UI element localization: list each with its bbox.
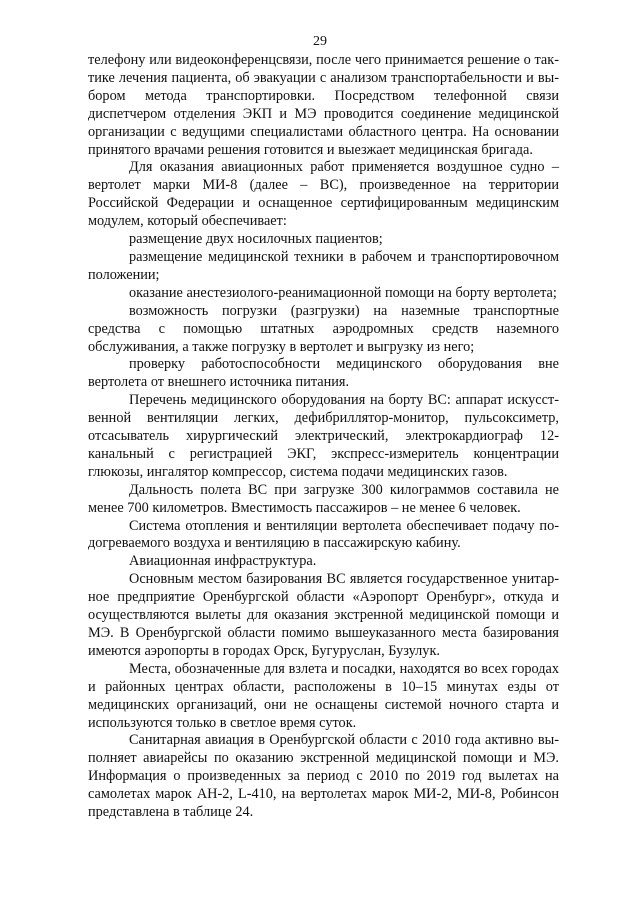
list-item-resuscitation: оказание анестезиолого-реанимационной помощи на борту вертолета;: [129, 284, 557, 301]
paragraph-onboard-equipment: Перечень медицинского оборудования на борту ВС: аппарат искусственной вентиляции легких, дефибриллятор-монитор, пульсоксиметр, отсасыватель хирургический электрический, электрокардиограф 12-канальный с регистрацией ЭКГ, экспресс-измеритель концентрации глюкозы, ингалятор компрессор, система подачи медицинских газов.: [88, 392, 559, 480]
paragraph-flight-range: Дальность полета ВС при загрузке 300 килограммов составила не менее 700 километров. Вместимость пассажиров – не менее 6 человек.: [88, 481, 559, 516]
paragraph-aircraft-mi8: Для оказания авиационных работ применяется воздушное судно – вертолет марки МИ-8 (далее – ВС), произведенное на территории Российской Федерации и оснащенное сертифицированным медицинским модулем, который обеспечивает:: [88, 159, 559, 230]
paragraph-base-airport: Основным местом базирования ВС является государственное унитарное предприятие Оренбургской области «Аэропорт Оренбург», откуда и осуществляются вылеты для оказания экстренной медицинской помощи и МЭ. В Оренбургской области помимо вышеуказанного места базирования имеются аэропорты в городах Орск, Бугуруслан, Бузулук.: [88, 571, 559, 659]
paragraph-heating-ventilation: Система отопления и вентиляции вертолета обеспечивает подачу подогреваемого воздуха и вентиляцию в пассажирскую кабину.: [88, 517, 559, 552]
paragraph-continuation-telemedicine: телефону или видеоконференцсвязи, после чего принимается решение о тактике лечения пациента, об эвакуации с анализом транспортабельности и выбором метода транспортировки. Посредством телефонной связи диспетчером отделения ЭКП и МЭ проводится соединение медицинской организации с ведущими специалистами областного центра. На основании принятого врачами решения готовится и выезжает медицинская бригада.: [88, 52, 559, 158]
paragraph-sanitary-aviation: Санитарная авиация в Оренбургской области с 2010 года активно выполняет авиарейсы по оказанию экстренной медицинской помощи и МЭ. Информация о произведенных за период с 2010 по 2019 год вылетах на самолетах марок АН-2, L-410, на вертолетах марок МИ-2, МИ-8, Робинсон представлена в таблице 24.: [88, 732, 559, 821]
list-item-stretcher-patients: размещение двух носилочных пациентов;: [129, 231, 383, 248]
section-heading-aviation-infrastructure: Авиационная инфраструктура.: [129, 553, 317, 570]
list-item-equipment-check: проверку работоспособности медицинского оборудования вне вертолета от внешнего источника питания.: [88, 356, 559, 391]
list-item-equipment-placement: размещение медицинской техники в рабочем и транспортировочном положении;: [88, 248, 559, 283]
body-text: [88, 52, 559, 822]
paragraph-landing-sites: Места, обозначенные для взлета и посадки, находятся во всех городах и районных центрах области, расположены в 10–15 минутах езды от медицинских организаций, они не оснащены системой ночного старта и используются только в светлое время суток.: [88, 660, 559, 731]
list-item-loading: возможность погрузки (разгрузки) на наземные транспортные средства с помощью штатных аэродромных средств наземного обслуживания, а также погрузку в вертолет и выгрузку из него;: [88, 302, 559, 355]
page-number: 29: [313, 34, 327, 49]
